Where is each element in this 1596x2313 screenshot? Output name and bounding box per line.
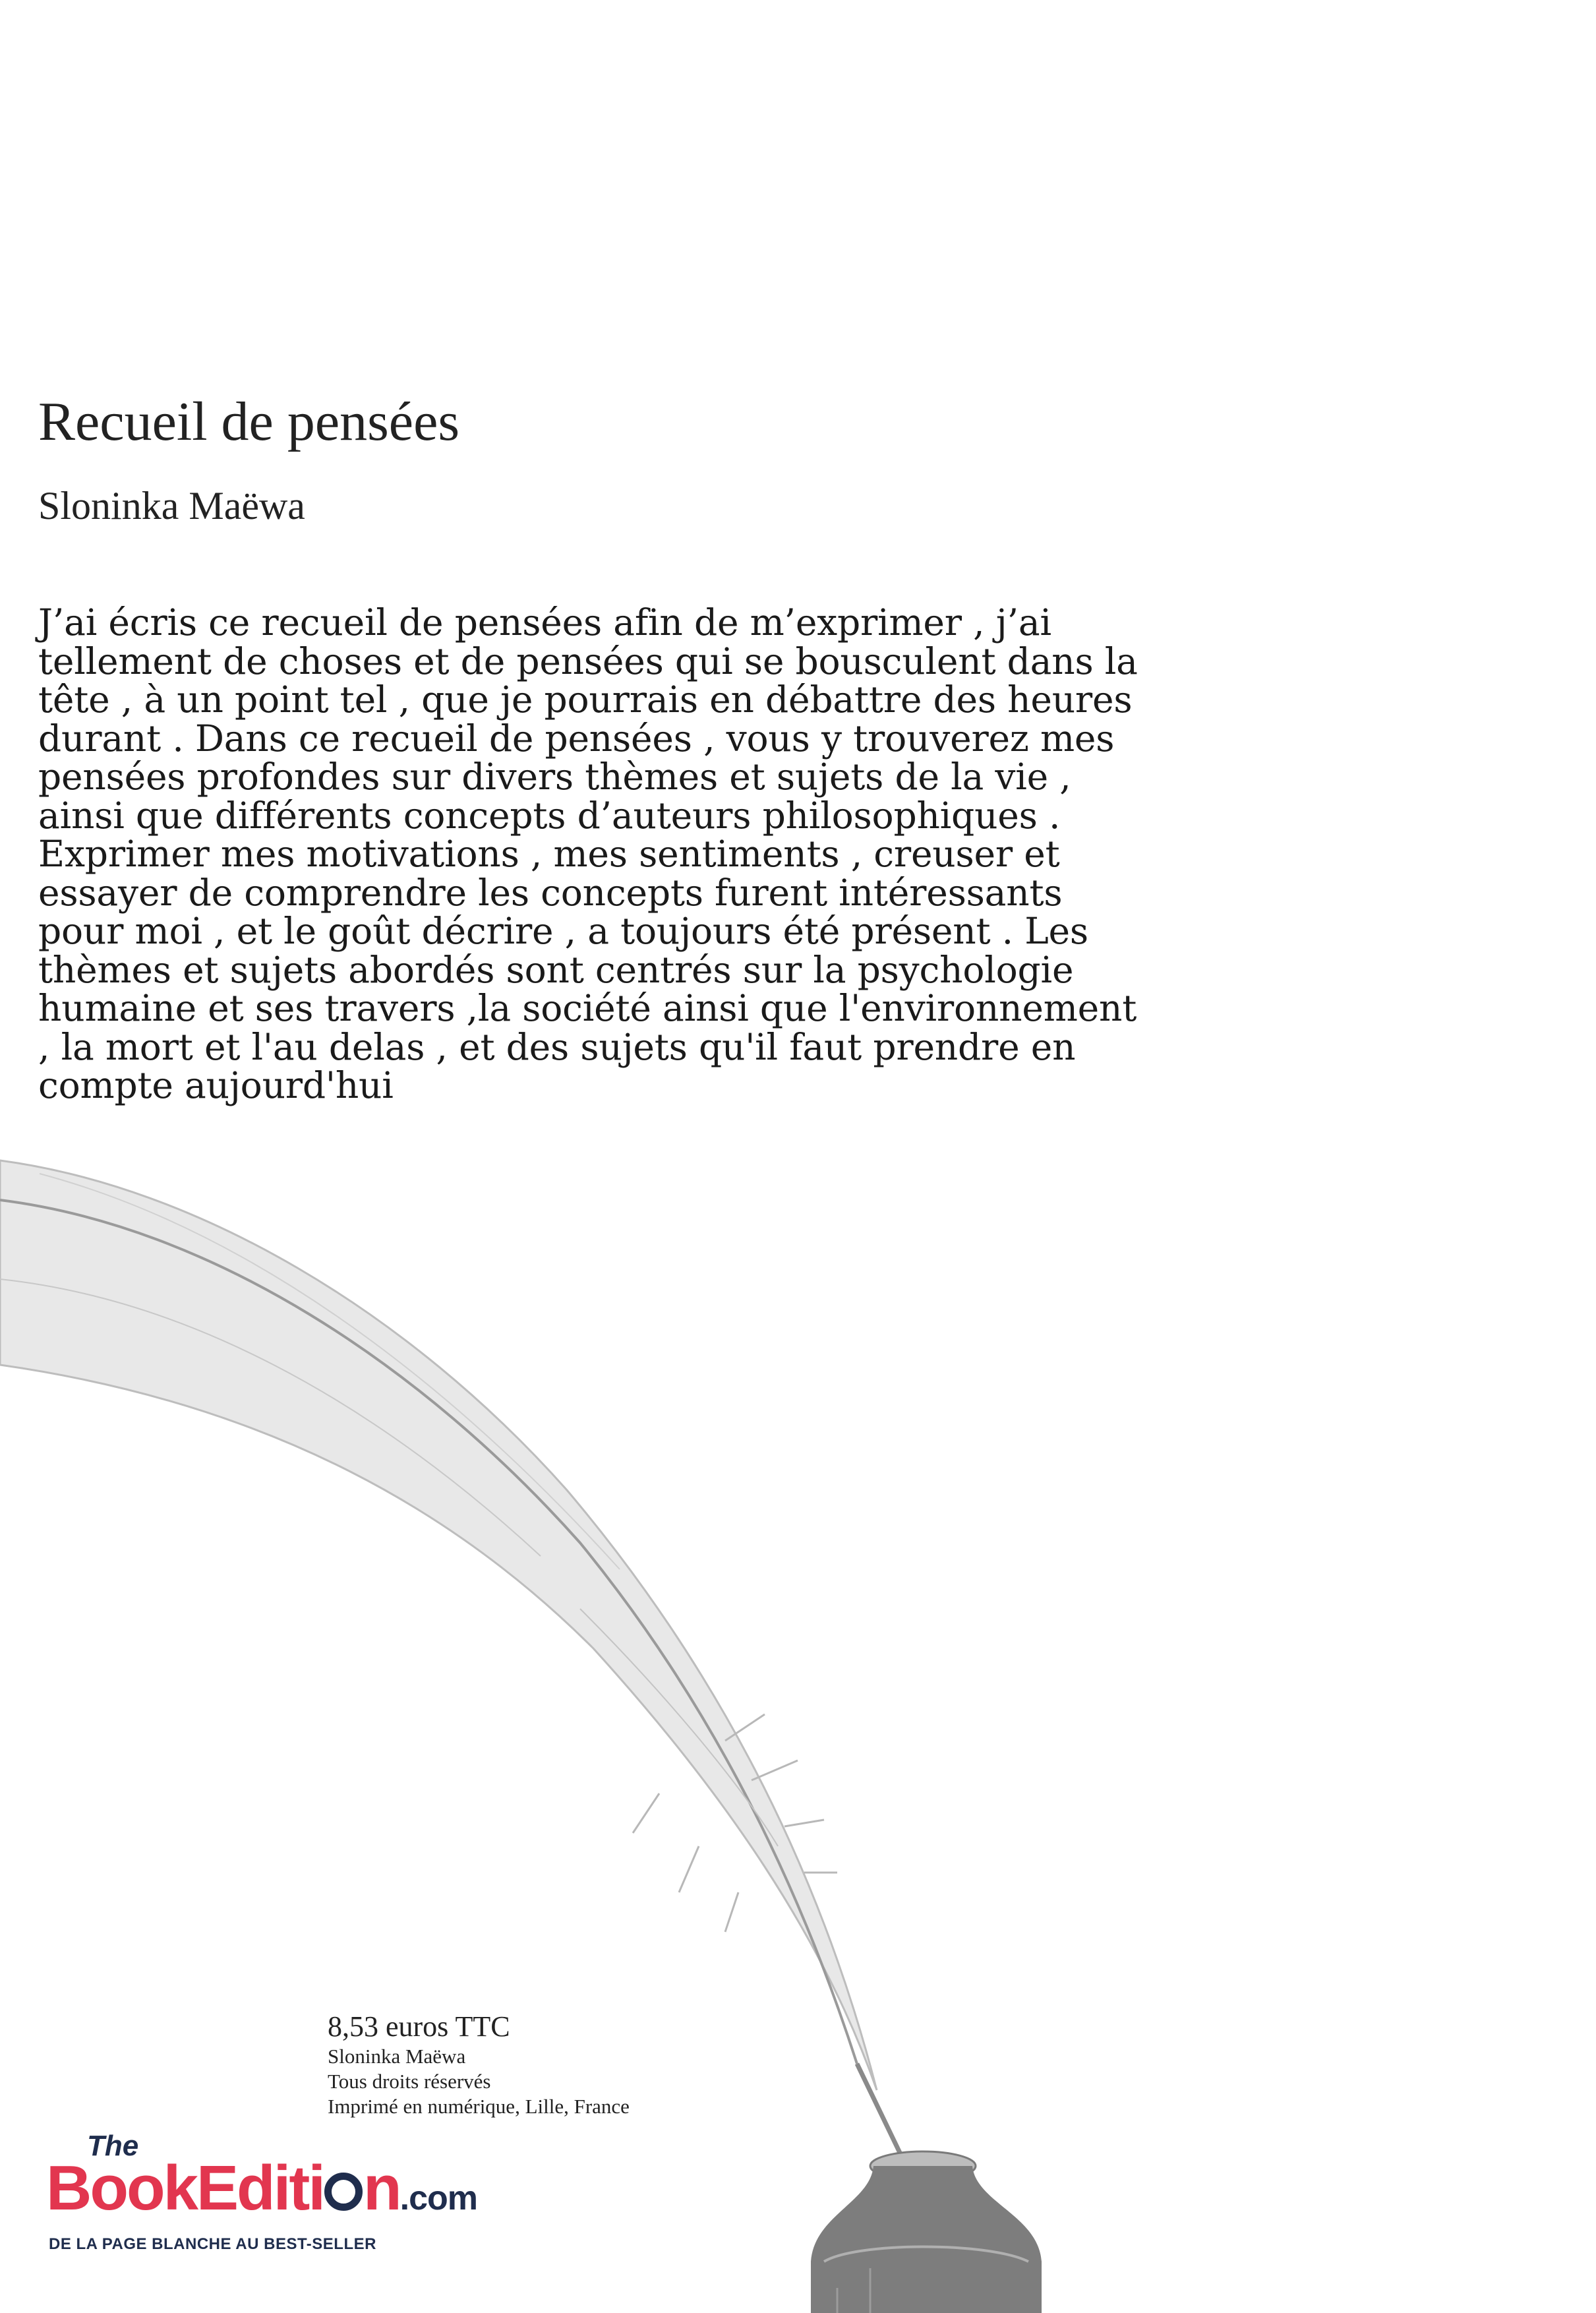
pen-nib-icon [324, 2173, 363, 2211]
logo-name: BookEditi [46, 2153, 324, 2223]
book-author: Sloninka Maëwa [38, 484, 305, 527]
imprint-block [328, 2010, 630, 2119]
imprint-author: Sloninka Maëwa [328, 2045, 466, 2068]
logo-the: The [87, 2130, 139, 2162]
price: 8,53 euros TTC [328, 2010, 510, 2043]
logo-domain: .com [399, 2179, 477, 2217]
logo-wordmark [46, 2152, 477, 2225]
logo-tagline: DE LA PAGE BLANCHE AU BEST-SELLER [49, 2235, 376, 2253]
print-location: Imprimé en numérique, Lille, France [328, 2095, 630, 2118]
logo-name-tail: n [363, 2153, 400, 2223]
rights-notice: Tous droits réservés [328, 2070, 491, 2093]
book-title: Recueil de pensées [38, 391, 460, 452]
publisher-logo [46, 2130, 477, 2281]
back-cover-blurb: J’ai écris ce recueil de pensées afin de m’exprimer , j’ai tellement de choses et de pensées qui se bousculent dans la tête , à un point tel , que je pourrais en débattre des heures durant . Dans ce recueil de pensées , vous y trouverez mes pensées profondes sur divers thèmes et sujets de la vie , ainsi que différents concepts d’auteurs philosophiques . Exprimer mes motivations , mes sentiments , creuser et essayer de comprendre les concepts furent intéressants pour moi , et le goût décrire , a toujours été présent . Les thèmes et sujets abordés sont centrés sur la psychologie humaine et ses travers ,la société ainsi que l'environnement , la mort et l'au delas , et des sujets qu'il faut prendre en compte aujourd'hui [38, 601, 1138, 1106]
